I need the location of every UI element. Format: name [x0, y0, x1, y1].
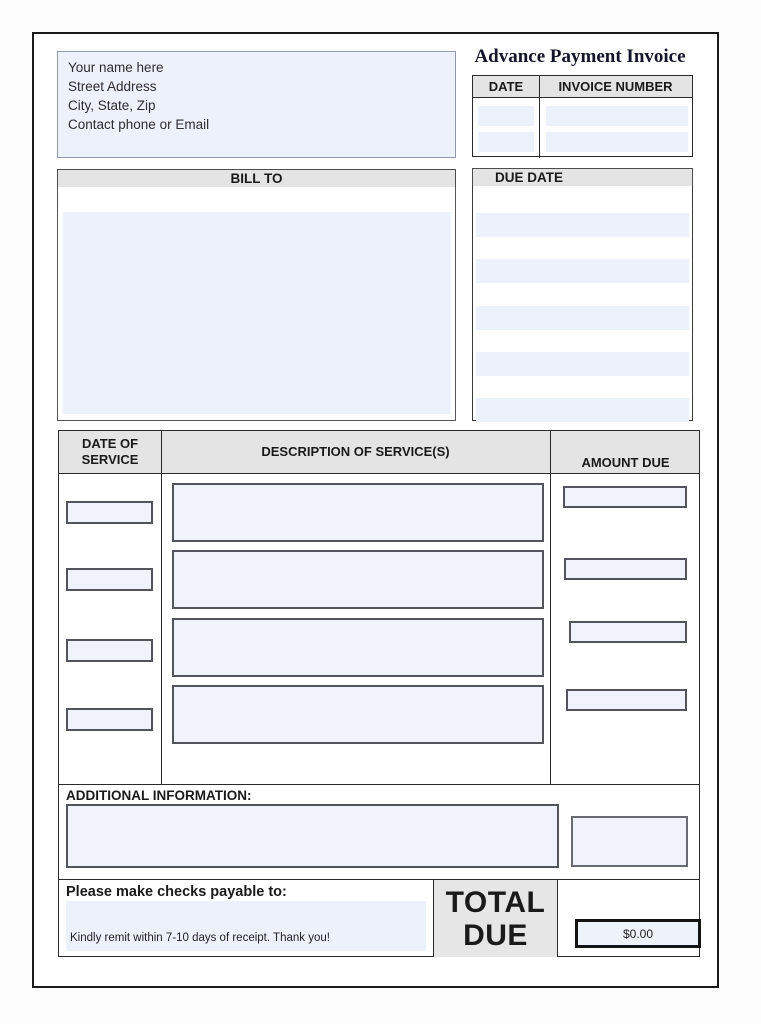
due-date-field-2[interactable]: [476, 259, 689, 283]
sender-street: Street Address: [68, 78, 157, 94]
remit-note: Kindly remit within 7-10 days of receipt. Thank you!: [70, 932, 330, 944]
service-amount-field-4[interactable]: [566, 689, 687, 711]
additional-info-field[interactable]: [66, 804, 559, 868]
additional-info-label: ADDITIONAL INFORMATION:: [66, 788, 252, 803]
service-description-field-4[interactable]: [172, 685, 544, 744]
meta-column-divider: [539, 76, 540, 158]
total-due-label: TOTAL DUE: [433, 880, 558, 957]
service-description-field-3[interactable]: [172, 618, 544, 677]
service-date-field-2[interactable]: [66, 568, 153, 591]
checks-payable-field[interactable]: [66, 901, 426, 951]
sender-contact: Contact phone or Email: [68, 116, 210, 132]
bill-to-header: BILL TO: [57, 169, 456, 188]
service-amount-field-2[interactable]: [564, 558, 687, 580]
invoice-meta-table: [472, 75, 693, 157]
service-date-field-4[interactable]: [66, 708, 153, 731]
invoice-date-field-1[interactable]: [478, 106, 534, 126]
payment-total-row: [58, 880, 700, 957]
service-amount-field-1[interactable]: [563, 486, 687, 508]
service-col-divider-2: [550, 431, 551, 784]
service-description-field-1[interactable]: [172, 483, 544, 542]
service-table: [58, 430, 700, 785]
date-column-header: DATE: [488, 79, 524, 94]
invoice-number-column-header: INVOICE NUMBER: [558, 79, 673, 94]
sender-name: Your name here: [68, 60, 164, 75]
due-date-header: DUE DATE: [472, 168, 693, 187]
due-date-field-4[interactable]: [476, 352, 689, 376]
bill-to-field[interactable]: [63, 212, 451, 414]
due-date-field-5[interactable]: [476, 398, 689, 422]
bill-to-section: [57, 187, 456, 421]
service-amount-field-3[interactable]: [569, 621, 687, 643]
additional-info-section: [58, 785, 700, 880]
invoice-number-field-2[interactable]: [546, 132, 688, 152]
amount-due-header: AMOUNT DUE: [581, 455, 670, 470]
sender-info-field[interactable]: [57, 51, 456, 158]
total-due-amount-field[interactable]: [575, 919, 701, 948]
due-date-field-3[interactable]: [476, 306, 689, 330]
document-title: Advance Payment Invoice: [474, 46, 686, 67]
service-date-field-3[interactable]: [66, 639, 153, 662]
service-description-field-2[interactable]: [172, 550, 544, 609]
service-col-divider-1: [161, 431, 162, 784]
sender-city-state-zip: City, State, Zip: [68, 97, 156, 113]
date-of-service-header: DATE OF SERVICE: [81, 436, 139, 467]
due-date-field-1[interactable]: [476, 213, 689, 237]
service-date-field-1[interactable]: [66, 501, 153, 524]
additional-amount-field[interactable]: [571, 816, 688, 867]
total-due-amount: $0.00: [622, 926, 654, 941]
checks-payable-label: Please make checks payable to:: [66, 884, 287, 900]
due-date-section: [472, 186, 693, 421]
description-header: DESCRIPTION OF SERVICE(S): [261, 444, 450, 459]
invoice-meta-header-row: [473, 76, 692, 98]
invoice-date-field-2[interactable]: [478, 132, 534, 152]
invoice-number-field-1[interactable]: [546, 106, 688, 126]
